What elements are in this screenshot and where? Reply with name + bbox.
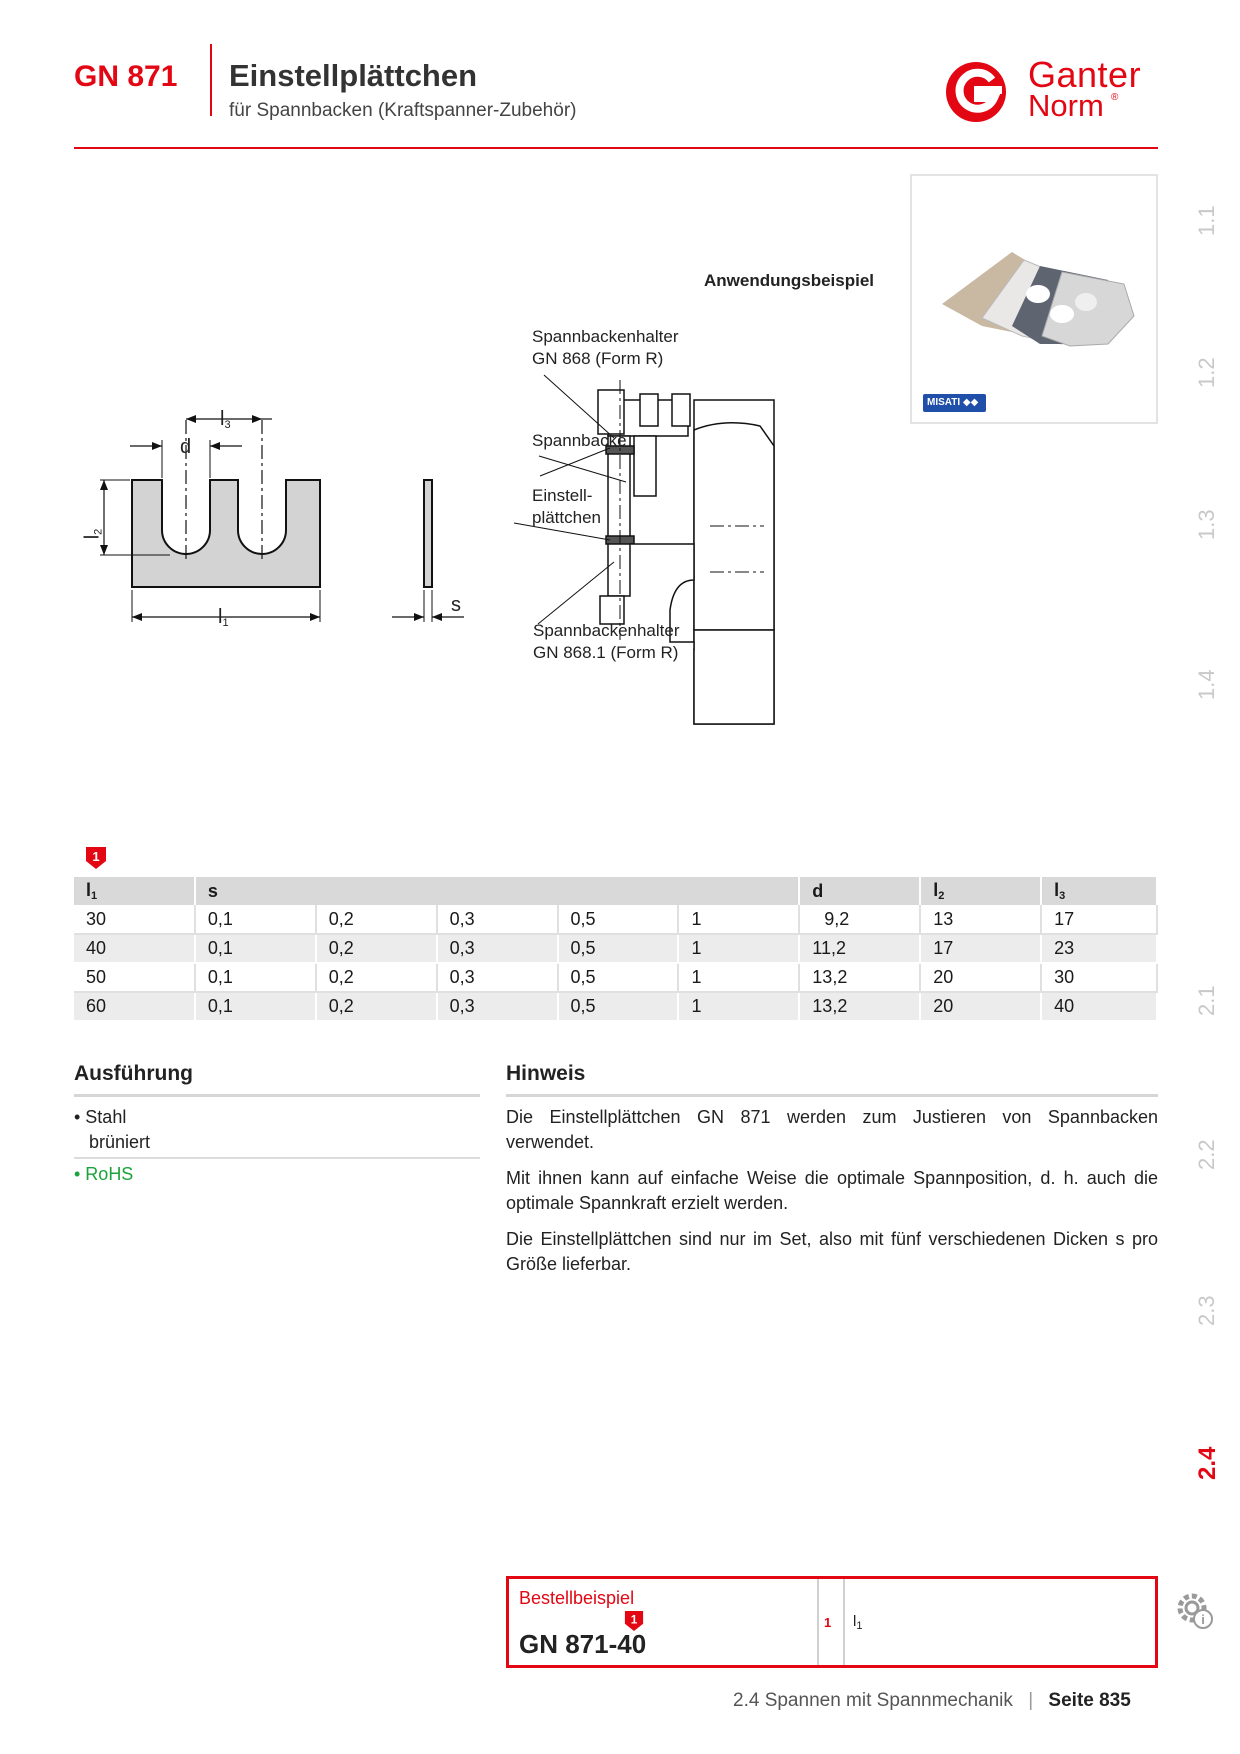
- table-cell: 0,2: [316, 992, 437, 1021]
- ausfuehrung-rule: [74, 1094, 480, 1097]
- table-cell: 13,2: [799, 992, 920, 1021]
- col-header-l1: $l_1$: [74, 877, 195, 905]
- table-row: [74, 992, 1157, 1021]
- dimension-table: [74, 877, 1158, 1022]
- order-example-box: [506, 1576, 1158, 1668]
- table-row: [74, 963, 1157, 992]
- order-divider: [817, 1579, 819, 1665]
- dim-label-l3: $l_3$: [220, 408, 231, 431]
- table-cell: 30: [1041, 963, 1157, 992]
- table-cell: 0,5: [558, 963, 679, 992]
- table-cell: 9,2: [799, 905, 920, 934]
- table-cell: 0,1: [195, 963, 316, 992]
- product-code: GN 871: [74, 60, 178, 93]
- nav-chapter-1-4[interactable]: 1.4: [1194, 669, 1219, 700]
- table-cell: 1: [678, 992, 799, 1021]
- table-cell: 0,5: [558, 905, 679, 934]
- material-item: • Stahl brüniert: [74, 1107, 151, 1152]
- table-header-row: [74, 877, 1157, 905]
- col-header-d: d: [799, 877, 920, 905]
- table-cell: 0,2: [316, 905, 437, 934]
- table-cell: 0,3: [437, 992, 558, 1021]
- technical-drawing: [74, 250, 914, 730]
- table-cell: 0,3: [437, 934, 558, 963]
- table-cell: 60: [74, 992, 195, 1021]
- ganter-logo-icon: [942, 58, 1022, 126]
- nav-chapter-2-1[interactable]: 2.1: [1194, 985, 1219, 1016]
- col-header-l3: $l_3$: [1041, 877, 1157, 905]
- order-divider: [843, 1579, 845, 1665]
- logo-registered: ®: [1111, 92, 1119, 103]
- table-cell: 0,2: [316, 963, 437, 992]
- dim-label-s: s: [451, 594, 461, 616]
- hinweis-text: [506, 1105, 1158, 1288]
- table-cell: 13: [920, 905, 1041, 934]
- dim-label-l1: $l_1$: [218, 606, 229, 629]
- hinweis-title: Hinweis: [506, 1062, 586, 1085]
- hinweis-paragraph: Mit ihnen kann auf einfache Weise die optimale Spannposition, d. h. auch die optimale Spannkraft erzielt werden.: [506, 1168, 1158, 1213]
- table-cell: 0,1: [195, 934, 316, 963]
- table-cell: 11,2: [799, 934, 920, 963]
- header-separator: [210, 44, 212, 116]
- footer-page: Seite 835: [1048, 1690, 1131, 1711]
- table-cell: 50: [74, 963, 195, 992]
- table-cell: 0,1: [195, 905, 316, 934]
- label-halter-top: Spannbackenhalter GN 868 (Form R): [532, 327, 679, 368]
- label-einstellplaettchen: Einstell- plättchen: [532, 486, 601, 527]
- logo-text-norm: Norm: [1028, 88, 1104, 123]
- gear-info-icon[interactable]: [1174, 1590, 1214, 1630]
- dim-label-d: d: [180, 436, 192, 458]
- table-cell: 0,5: [558, 992, 679, 1021]
- page-subtitle: für Spannbacken (Kraftspanner-Zubehör): [229, 100, 577, 121]
- table-cell: 1: [678, 905, 799, 934]
- marker-1-icon: [85, 846, 107, 870]
- table-cell: 13,2: [799, 963, 920, 992]
- shim-front-outline: [132, 480, 320, 587]
- hinweis-paragraph: Die Einstellplättchen GN 871 werden zum Justieren von Spannbacken verwendet.: [506, 1107, 1158, 1152]
- product-photo: [910, 174, 1158, 424]
- label-spannbacke: Spannbacke: [532, 431, 627, 450]
- order-legend-number: 1: [824, 1615, 832, 1630]
- hinweis-paragraph: Die Einstellplättchen sind nur im Set, also mit fünf verschiedenen Dicken s pro Größe lieferbar.: [506, 1229, 1158, 1274]
- footer-section: 2.4 Spannen mit Spannmechanik: [733, 1690, 1013, 1711]
- col-header-l2: $l_2$: [920, 877, 1041, 905]
- shim-plates-image: [912, 176, 1156, 376]
- dim-label-l2: $l_2$: [81, 528, 105, 540]
- footer-separator: |: [1028, 1690, 1034, 1711]
- order-example-label: Bestellbeispiel: [519, 1588, 635, 1608]
- svg-text:1: 1: [92, 849, 100, 864]
- label-halter-bottom: Spannbackenhalter GN 868.1 (Form R): [533, 621, 680, 662]
- logo-text-ganter: Ganter: [1028, 54, 1142, 95]
- table-row: [74, 905, 1157, 934]
- table-cell: 40: [74, 934, 195, 963]
- nav-chapter-2-3[interactable]: 2.3: [1194, 1295, 1219, 1326]
- nav-chapter-1-1[interactable]: 1.1: [1194, 205, 1219, 236]
- table-cell: 40: [1041, 992, 1157, 1021]
- table-cell: 0,5: [558, 934, 679, 963]
- hinweis-rule: [506, 1094, 1158, 1097]
- table-cell: 1: [678, 934, 799, 963]
- application-example-title: Anwendungsbeispiel: [704, 271, 875, 290]
- col-header-s: s: [195, 877, 799, 905]
- table-row: [74, 934, 1157, 963]
- table-cell: 0,1: [195, 992, 316, 1021]
- table-cell: 20: [920, 963, 1041, 992]
- order-legend-text: $l_1$: [853, 1613, 863, 1632]
- ausfuehrung-divider: [74, 1157, 480, 1159]
- svg-text:i: i: [1201, 1612, 1205, 1627]
- table-cell: 20: [920, 992, 1041, 1021]
- page-footer: [733, 1690, 1131, 1712]
- svg-text:1: 1: [630, 1612, 638, 1627]
- table-cell: 17: [920, 934, 1041, 963]
- nav-chapter-2-4[interactable]: 2.4: [1194, 1446, 1221, 1480]
- table-cell: 0,2: [316, 934, 437, 963]
- nav-chapter-1-3[interactable]: 1.3: [1194, 509, 1219, 540]
- ausfuehrung-title: Ausführung: [74, 1062, 193, 1085]
- page-title: Einstellplättchen: [229, 58, 478, 93]
- table-cell: 0,3: [437, 905, 558, 934]
- nav-chapter-1-2[interactable]: 1.2: [1194, 357, 1219, 388]
- table-cell: 0,3: [437, 963, 558, 992]
- order-code: GN 871-40: [519, 1629, 647, 1659]
- misati-badge: MISATI ◆◆: [923, 394, 986, 412]
- header-rule: [74, 147, 1158, 149]
- table-cell: 1: [678, 963, 799, 992]
- table-cell: 23: [1041, 934, 1157, 963]
- table-cell: 17: [1041, 905, 1157, 934]
- shim-side-outline: [424, 480, 432, 587]
- rohs-item: • RoHS: [74, 1164, 134, 1184]
- nav-chapter-2-2[interactable]: 2.2: [1194, 1139, 1219, 1170]
- table-cell: 30: [74, 905, 195, 934]
